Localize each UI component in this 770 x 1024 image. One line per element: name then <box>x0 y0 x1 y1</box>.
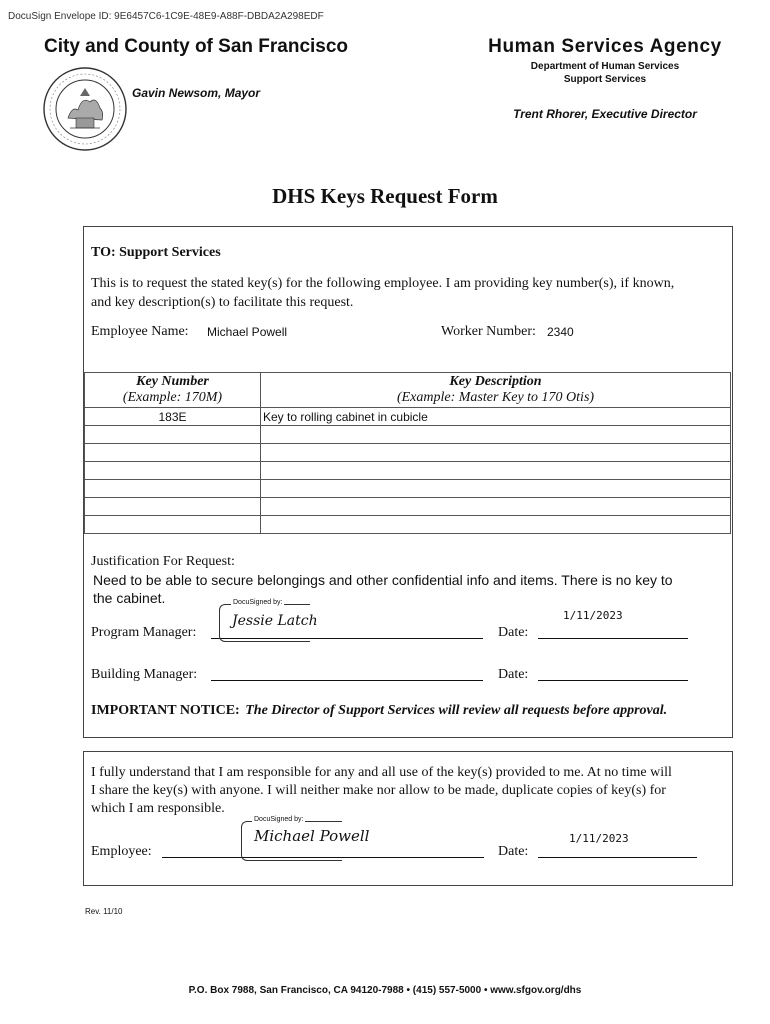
to-line: TO: Support Services <box>91 245 221 260</box>
key-description-cell[interactable]: Key to rolling cabinet in cubicle <box>261 408 731 426</box>
employee-signature-label: Employee: <box>91 844 152 859</box>
key-description-cell[interactable] <box>261 462 731 480</box>
employee-name-label: Employee Name: <box>91 324 189 339</box>
key-number-cell[interactable] <box>85 498 261 516</box>
building-manager-date-label: Date: <box>498 667 529 682</box>
key-number-header <box>85 373 261 408</box>
key-description-cell[interactable] <box>261 480 731 498</box>
key-number-cell[interactable] <box>85 426 261 444</box>
justification-label: Justification For Request: <box>91 554 235 569</box>
building-manager-label: Building Manager: <box>91 667 198 682</box>
employee-date-label: Date: <box>498 844 529 859</box>
program-manager-date: 1/11/2023 <box>563 609 623 622</box>
employee-date: 1/11/2023 <box>569 832 629 845</box>
worker-number-field[interactable]: 2340 <box>547 325 574 339</box>
table-row <box>85 498 731 516</box>
mayor-name: Gavin Newsom, Mayor <box>132 86 261 100</box>
key-description-header <box>261 373 731 408</box>
keys-table <box>84 372 731 534</box>
key-description-cell[interactable] <box>261 498 731 516</box>
key-description-cell[interactable] <box>261 516 731 534</box>
table-row <box>85 444 731 462</box>
key-number-cell[interactable]: 183E <box>85 408 261 426</box>
acknowledgement-line-1: I fully understand that I am responsible for any and all use of the key(s) provided to me. At no time will <box>91 765 672 780</box>
employee-name-field[interactable]: Michael Powell <box>207 325 288 339</box>
table-row <box>85 426 731 444</box>
docusign-label: DocuSigned by: <box>233 599 283 606</box>
agency-title: Human Services Agency <box>488 36 722 57</box>
key-number-example: (Example: 170M) <box>122 390 223 405</box>
footer-contact: P.O. Box 7988, San Francisco, CA 94120-7988 • (415) 557-5000 • www.sfgov.org/dhs <box>188 985 582 996</box>
key-number-cell[interactable] <box>85 480 261 498</box>
table-row <box>85 516 731 534</box>
key-number-cell[interactable] <box>85 462 261 480</box>
table-row <box>85 480 731 498</box>
key-description-cell[interactable] <box>261 426 731 444</box>
acknowledgement-line-3: which I am responsible. <box>91 801 225 816</box>
intro-line-2: and key description(s) to facilitate this request. <box>91 295 354 310</box>
notice-label: IMPORTANT NOTICE: <box>91 703 240 718</box>
building-manager-date-line[interactable] <box>538 680 688 681</box>
justification-text-line-2[interactable]: the cabinet. <box>93 590 166 606</box>
program-manager-date-label: Date: <box>498 625 529 640</box>
key-description-cell[interactable] <box>261 444 731 462</box>
important-notice <box>91 703 667 719</box>
justification-text-line-1[interactable]: Need to be able to secure belongings and other confidential info and items. There is no key to <box>93 572 673 588</box>
key-number-cell[interactable] <box>85 444 261 462</box>
employee-date-line[interactable] <box>538 857 697 858</box>
acknowledgement-line-2: I share the key(s) with anyone. I will neither make nor allow to be made, duplicate copies of key(s) for <box>91 783 666 798</box>
worker-number-label: Worker Number: <box>441 324 536 339</box>
intro-line-1: This is to request the stated key(s) for the following employee. I am providing key number(s), if known, <box>91 276 675 291</box>
program-manager-date-line[interactable] <box>538 638 688 639</box>
key-description-title: Key Description <box>449 374 542 389</box>
table-row <box>85 408 731 426</box>
city-seal-icon <box>42 66 128 152</box>
notice-text: The Director of Support Services will review all requests before approval. <box>245 703 668 718</box>
table-header-row <box>85 373 731 408</box>
key-description-example: (Example: Master Key to 170 Otis) <box>396 390 595 405</box>
program-manager-label: Program Manager: <box>91 625 197 640</box>
key-number-title: Key Number <box>136 374 209 389</box>
building-manager-signature-line[interactable] <box>211 680 483 681</box>
org-title: City and County of San Francisco <box>44 36 349 57</box>
employee-signature: Michael Powell <box>254 827 370 845</box>
envelope-id: DocuSign Envelope ID: 9E6457C6-1C9E-48E9-A88F-DBDA2A298EDF <box>8 11 324 22</box>
department-division: Support Services <box>563 74 647 85</box>
table-row <box>85 462 731 480</box>
department-name: Department of Human Services <box>530 61 680 72</box>
executive-director: Trent Rhorer, Executive Director <box>513 107 697 121</box>
program-manager-signature: Jessie Latch <box>232 613 318 629</box>
docusign-label: DocuSigned by: <box>254 816 304 823</box>
key-number-cell[interactable] <box>85 516 261 534</box>
form-title: DHS Keys Request Form <box>272 184 498 208</box>
revision-label: Rev. 11/10 <box>85 907 123 916</box>
